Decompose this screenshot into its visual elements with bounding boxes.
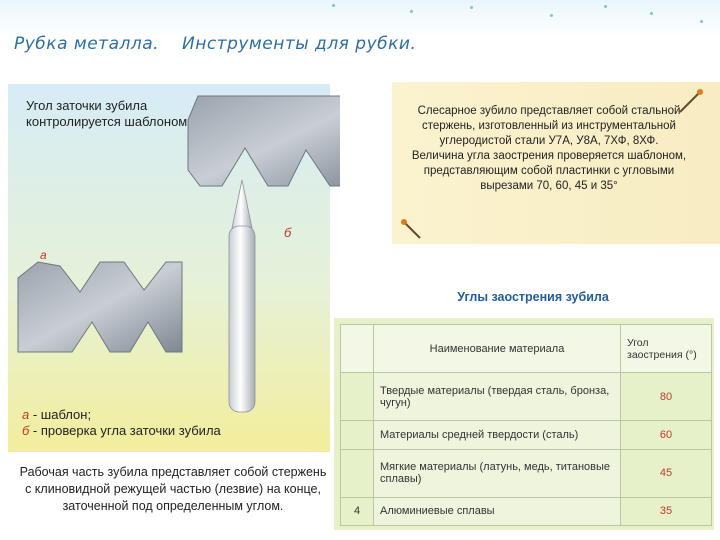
info-paragraph: Величина угла заострения проверяется шаблоном, представляющим собой пластинки с угловыми вырезами 70, 60, 45 и 35° bbox=[411, 150, 687, 192]
illustration-caption: Угол заточки зубила контролируется шаблоном bbox=[26, 98, 188, 129]
table-header-row bbox=[341, 325, 712, 373]
label-a: а bbox=[40, 248, 47, 262]
angles-table bbox=[340, 324, 712, 526]
header-material: Наименование материала bbox=[374, 325, 621, 373]
legend-text: - проверка угла заточки зубила bbox=[29, 423, 221, 438]
legend-letter: а bbox=[22, 407, 30, 422]
decor-dot bbox=[650, 12, 653, 15]
info-text bbox=[404, 104, 694, 194]
row-angle: 60 bbox=[621, 421, 712, 449]
table-row bbox=[341, 421, 712, 449]
row-number: 4 bbox=[341, 497, 374, 525]
header-number bbox=[341, 325, 374, 373]
decor-dot bbox=[550, 14, 553, 17]
row-angle: 45 bbox=[621, 449, 712, 497]
row-material: Мягкие материалы (латунь, медь, титановые сплавы) bbox=[374, 449, 621, 497]
chisel-description: Рабочая часть зубила представляет собой стержень с клиновидной режущей частью (лезвие) на конце, заточенной под определенным углом. bbox=[19, 465, 327, 513]
header-angle: Угол заострения (°) bbox=[621, 325, 712, 373]
decor-dot bbox=[410, 10, 413, 13]
title-left: Рубка металла. bbox=[14, 34, 160, 54]
chisel-body-shape bbox=[229, 226, 255, 412]
row-number bbox=[341, 373, 374, 421]
decor-dot bbox=[604, 5, 607, 8]
legend-letter: б bbox=[22, 423, 30, 438]
row-material: Твердые материалы (твердая сталь, бронза, чугун) bbox=[374, 373, 621, 421]
table-row bbox=[341, 497, 712, 525]
decor-dot bbox=[700, 20, 703, 23]
template-upper-shape bbox=[188, 96, 340, 186]
row-number bbox=[341, 421, 374, 449]
row-material: Материалы средней твердости (сталь) bbox=[374, 421, 621, 449]
table-row bbox=[341, 449, 712, 497]
pin-icon bbox=[398, 216, 424, 242]
info-paragraph: Слесарное зубило представляет собой стальной стержень, изготовленный из инструментальной углеродистой стали У7А, У8А, 7ХФ, 8ХФ. bbox=[417, 105, 681, 147]
row-angle: 80 bbox=[621, 373, 712, 421]
row-number bbox=[341, 449, 374, 497]
table-row bbox=[341, 373, 712, 421]
table-title: Углы заострения зубила bbox=[457, 290, 609, 304]
chisel-shape bbox=[232, 180, 252, 228]
label-b: б bbox=[284, 225, 292, 240]
title-right: Инструменты для рубки. bbox=[182, 34, 417, 54]
legend-item-a bbox=[22, 407, 91, 422]
decor-dot bbox=[470, 6, 473, 9]
legend-item-b bbox=[22, 423, 221, 438]
template-lower-shape bbox=[18, 262, 182, 352]
row-angle: 35 bbox=[621, 497, 712, 525]
row-material: Алюминиевые сплавы bbox=[374, 497, 621, 525]
legend-text: - шаблон; bbox=[29, 407, 92, 422]
